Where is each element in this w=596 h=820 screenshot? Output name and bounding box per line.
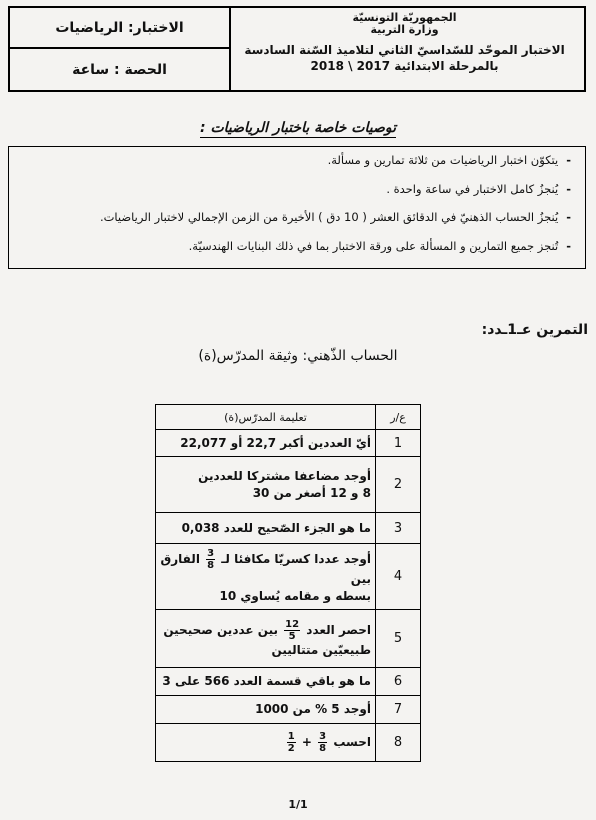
instruction-item: - يُنجزُ كامل الاختبار في ساعة واحدة . <box>386 181 571 196</box>
table-row: 7 أوجد 5 % من 1000 <box>156 696 421 724</box>
header-subject-box <box>10 8 229 90</box>
table-row: 2 أوجد مضاعفا مشتركا للعددين 8 و 12 أصغر من 30 <box>156 457 421 513</box>
subject-label: الاختبار: الرياضيات <box>10 8 229 49</box>
duration-label: الحصة : ساعة <box>72 61 167 78</box>
fraction: $\frac{3}{8}$ <box>207 548 215 571</box>
fraction: $\frac{12}{5}$ <box>285 618 300 642</box>
republic-name: الجمهوريّة التونسيّة <box>352 11 457 24</box>
header-institution <box>229 8 584 90</box>
mental-math-table <box>155 404 421 762</box>
exercise-title: التمرين عـ1ـدد: <box>481 322 588 338</box>
fraction: $\frac{3}{8}$ <box>319 731 327 754</box>
exam-title: الاختبار الموحّد للسّداسيّ الثاني لتلاميذ السّنة السادسة <box>244 43 565 57</box>
col-number-header: ع/ر <box>376 405 421 430</box>
table-row: 1 أيّ العددين أكبر 22,7 أو 22,077 <box>156 430 421 457</box>
exam-header <box>8 6 586 92</box>
table-row: 8 احسب $\frac{3}{8}$ + $\frac{1}{2}$ <box>156 724 421 762</box>
instruction-item: - يُنجزُ الحساب الذهنيّ في الدقائق العشر ( 10 دق ) الأخيرة من الزمن الإجمالي لاختبار الرياضيات. <box>99 210 571 224</box>
exercise-subtitle: الحساب الذّهني: وثيقة المدرّس(ة) <box>198 348 398 364</box>
table-row: 5 احصر العدد $\frac{12}{5}$ بين عددين صحيحين طبيعيّين متتاليين <box>156 610 421 668</box>
table-row: 6 ما هو باقي قسمة العدد 566 على 3 <box>156 668 421 696</box>
table-header-row <box>156 405 421 430</box>
instruction-item: - تُنجز جميع التمارين و المسألة على ورقة الاختبار بما في ذلك البنايات الهندسيّة. <box>188 238 571 253</box>
table-row: 4 أوجد عددا كسريّا مكافئا لـ $\frac{3}{8}$ الفارق بين بسطه و مقامه يُساوي 10 <box>156 544 421 610</box>
fraction: $\frac{1}{2}$ <box>287 731 295 754</box>
exam-level: بالمرحلة الابتدائية 2017 \ 2018 <box>310 59 499 73</box>
col-instruction-header: تعليمة المدرّس(ة) <box>156 405 376 430</box>
instructions-title: توصيات خاصة باختبار الرياضيات : <box>200 120 396 136</box>
ministry-name: وزارة التربية <box>370 23 439 36</box>
page-number: 1/1 <box>288 798 308 811</box>
instruction-item: - يتكوّن اختبار الرياضيات من ثلاثة تمارين و مسألة. <box>327 153 571 167</box>
instructions-box <box>8 146 586 269</box>
table-row: 3 ما هو الجزء الصّحيح للعدد 0,038 <box>156 513 421 544</box>
